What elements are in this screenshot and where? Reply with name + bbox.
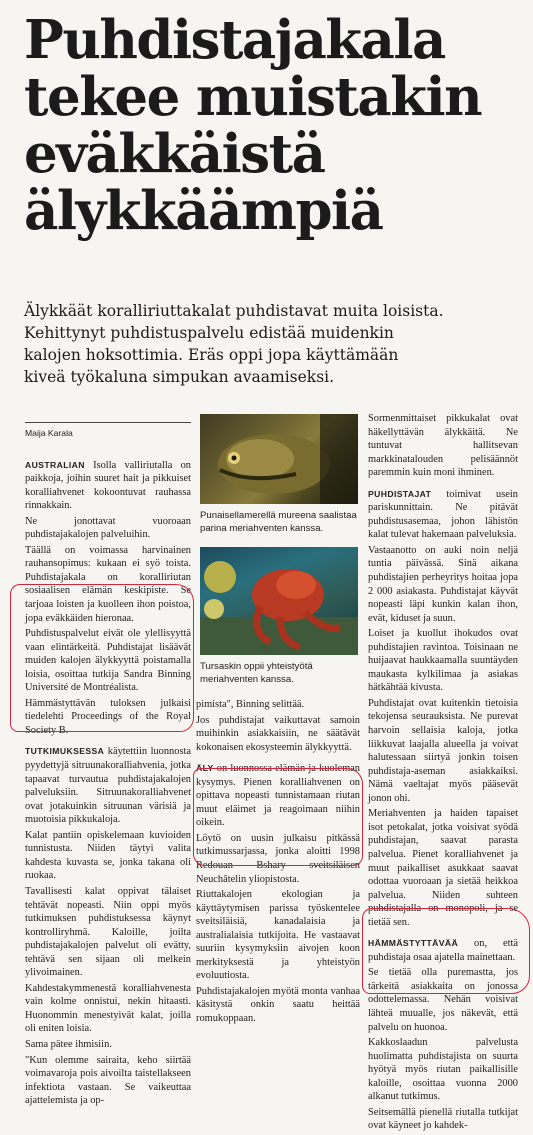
paragraph-text: Puhdistuspalvelut eivät ole ylellisyyttä vaan elintärkeitä. Puhdistajat lisäävät muiden kalojen älykkyyttä poistamalla loisia, osoittaa tutkija Sandra Binning Université de Montréalista. xyxy=(25,628,191,694)
article-paragraph xyxy=(368,697,518,805)
headline-line: Puhdistajakala xyxy=(24,9,445,71)
paragraph-text: Kahdestakymmenestä koralliahvenesta vain kolme onnistui, nekin hitaasti. Huonommin menestyivät kalat, joilla oli eniten loisia. xyxy=(25,982,191,1035)
paragraph-text: Vastaanotto on auki noin neljä tuntia päivässä. Sinä aikana puhdistajien perheyritys hoitaa jopa 2 000 asiakasta. Puhdistajat käyvät nopeasti läpi kunkin kalan ihon, evät, kiduset ja suun. xyxy=(368,544,518,624)
article-paragraph xyxy=(196,698,360,712)
article-paragraph xyxy=(368,1036,518,1104)
article-paragraph xyxy=(368,966,518,1034)
article-paragraph xyxy=(25,459,191,513)
paragraph-lead-in: AUSTRALIAN xyxy=(25,459,85,470)
article-paragraph xyxy=(25,697,191,738)
paragraph-text: Kakkoslaadun palvelusta huolimatta puhdistajista on suurta hyötyä myös riutan paikallisille kaloille, osoittaa vuonna 2000 alkanut tutkimus. xyxy=(368,1037,518,1103)
article-paragraph xyxy=(25,544,191,625)
moray-eel-illustration xyxy=(200,414,358,504)
paragraph-text: käytettiin luonnosta pyydettyjä sitruunakoralliahvenia, jotka tapaavat turvautua puhdistajakalojen palveluksiin. Sitruunakoralliahvenet ovat jotakuinkin sitruunan värisiä ja muotoisia pikkukaloja. xyxy=(25,746,191,826)
paragraph-text: Tavallisesti kalat oppivat tälaiset tehtävät nopeasti. Niin oppi myös tutkimuksen puhdistuksessa käynyt kontrolliryhmä. Kaloille, joilta puhdistajakalojen palvelut oli evätty, tehtävä sen sijaan oli melkein ylivoimainen. xyxy=(25,885,191,979)
article-paragraph xyxy=(25,1038,191,1052)
article-paragraph xyxy=(25,627,191,695)
paragraph-text: Ne jonottavat vuoroaan puhdistajakalojen palveluihin. xyxy=(25,515,191,541)
paragraph-lead-in: TUTKIMUKSESSA xyxy=(25,746,105,757)
article-paragraph xyxy=(196,985,360,1026)
paragraph-text: Meriahventen ja haiden tapaiset isot petokalat, jotka voisivat syödä puhdistajan, saavat parasta palvelua. Pienet koralliahvenet ja muut paikalliset asukkaat saavat odottaa vuoroaan ja sietää heikkoa palvelua. Niiden suhteen puhdistajalla on monopoli, ja se tietää sen. xyxy=(368,808,518,928)
paragraph-text: Isolla valliriutalla on paikkoja, joihin suuret hait ja pikkuiset koralliahvenet kokoontuvat rauhassa rinnakkain. xyxy=(25,459,191,512)
paragraph-text: Jos puhdistajat vaikuttavat samoin muihinkin asiakkaisiin, ne säätävät kokonaisen ekosysteemin älykkyyttä. xyxy=(196,714,360,753)
paragraph-text: Täällä on voimassa harvinainen rauhansopimus: kukaan ei syö toista. Puhdistajakala on koralliriutan sosiaalisen elämän keskipiste. Se tarjoaa loisten ja kuolleen ihon poistoa, jopa eväkkäiden hieronaa. xyxy=(25,544,191,624)
article-paragraph xyxy=(368,937,518,964)
lead-line: kiveä työkaluna simpukan avaamiseksi. xyxy=(24,368,335,386)
octopus-illustration xyxy=(200,547,358,655)
paragraph-lead-in: HÄMMÄSTYTTÄVÄÄ xyxy=(368,938,459,949)
paragraph-text: on luonnossa elämän ja kuoleman kysymys. Pienen koralliahvenen on opittava nopeasti tunnistamaan riutan muut eläimet ja reagoimaan niihin oikein. xyxy=(196,763,360,829)
paragraph-text: Seitsemällä pienellä riutalla tutkijat ovat käyneet jo kahdek- xyxy=(368,1106,518,1132)
lead-line: Älykkäät koralliriuttakalat puhdistavat muita loisista. xyxy=(24,302,444,320)
headline-line: tekee muistakin xyxy=(24,66,482,128)
paragraph-text: "Kun olemme sairaita, keho siirtää voimavaroja pois aivoilta taistellakseen infektiota vastaan. Se vaikeuttaa ajattelemista ja op- xyxy=(25,1054,191,1107)
paragraph-text: Puhdistajakalojen myötä monta vanhaa käsitystä onkin saatu heittää romukoppaan. xyxy=(196,985,360,1025)
paragraph-text: Sormenmittaiset pikkukalat ovat häkellyttävän älykkäitä. Ne tuntuvat hallitsevan markkinatalouden pelisäännöt paremmin kuin moni ihminen. xyxy=(368,413,518,479)
photo2-caption: Tursaskin oppii yhteistyötä meriahventen kanssa. xyxy=(200,661,313,685)
paragraph-text: Hämmästyttävän tuloksen julkaisi tiedelehti Proceedings of the Royal Society B. xyxy=(25,697,191,736)
article-paragraph xyxy=(368,1106,518,1133)
paragraph-lead-in: ÄLY xyxy=(196,763,214,774)
photo1-caption: Punaisellamerellä mureena saalistaa parina meriahventen kanssa. xyxy=(200,510,357,534)
paragraph-text: Se tietää olla puremastta, jos tärkeitä asiakkaita on jonossa odottelemassa. Nehän voisivat lähteä muualle, jos näkevät, että palvelu on huonoa. xyxy=(368,967,518,1033)
paragraph-text: Puhdistajat ovat kuitenkin tietoisia tekojensa seurauksista. Ne purevat harvoin sellaisia kaloja, jotka liikkuvat laajalla alueella ja voivat halutessaan siirtyä jonkin toisen puhdistaja-aseman asiakkaiksi. Nämä vaeltajat myös pääsevät jonon ohi. xyxy=(368,697,518,804)
paragraph-text: Löytö on uusin julkaisu pitkässä tutkimussarjassa, jonka aloitti 1998 Redouan Bshary sveitsiläisen Neuchâtelin yliopistosta. xyxy=(196,832,360,885)
lead-line: kalojen hoksottimia. Eräs oppi jopa käyttämään xyxy=(24,346,399,364)
paragraph-text: pimista", Binning selittää. xyxy=(196,699,305,710)
article-paragraph xyxy=(25,885,191,980)
article-paragraph xyxy=(25,982,191,1036)
headline xyxy=(24,9,524,242)
article-paragraph xyxy=(368,544,518,625)
article-paragraph xyxy=(196,762,360,830)
octopus-photo xyxy=(200,547,358,655)
lead-paragraph xyxy=(24,300,524,388)
article-paragraph xyxy=(25,745,191,826)
byline: Maija Karala xyxy=(25,422,191,441)
article-paragraph xyxy=(196,832,360,886)
article-paragraph xyxy=(368,412,518,480)
article-paragraph xyxy=(196,714,360,755)
article-paragraph xyxy=(196,888,360,983)
article-column-2 xyxy=(196,412,360,1028)
paragraph-text: toimivat usein pariskunnittain. Ne pitävät puhdistusasemaa, johon lähistön kalat tulevat hakemaan palveluksia. xyxy=(368,488,518,541)
article-column-3 xyxy=(368,412,518,1135)
lead-line: Kehittynyt puhdistuspalvelu edistää muidenkin xyxy=(24,324,394,342)
article-paragraph xyxy=(25,515,191,542)
paragraph-text: Kalat pantiin opiskelemaan kuvioiden tunnistusta. Niiden täytyi valita kahdesta kuvasta se, jonka takana oli ruokaa. xyxy=(25,829,191,882)
paragraph-text: Sama pätee ihmisiin. xyxy=(25,1038,112,1050)
moray-eel-photo xyxy=(200,414,358,504)
article-paragraph xyxy=(25,829,191,883)
paragraph-text: on, että puhdistaja osaa ajatella mainettaan. xyxy=(368,938,518,963)
article-column-1 xyxy=(25,422,191,1110)
article-paragraph xyxy=(368,488,518,542)
article-paragraph xyxy=(368,807,518,929)
article-paragraph xyxy=(368,627,518,695)
headline-line: eväkkäistä xyxy=(24,123,325,185)
paragraph-text: Riuttakalojen ekologian ja käyttäytymisen parissa työskentelee sveitsiläisiä, kanadalaisia ja australialaisia tutkijoita. He vastaavat suuriin kysymyksiin aivojen koon merkityksestä ja yhteistyön evoluutiosta. xyxy=(196,889,360,982)
headline-line: älykkäämpiä xyxy=(24,180,383,242)
paragraph-lead-in: PUHDISTAJAT xyxy=(368,488,432,499)
paragraph-text: Loiset ja kuollut ihokudos ovat puhdistajien ravintoa. Toisinaan ne huijaavat haukkaamalla suuntäyden maukasta kylkilimaa ja asiakas hätkähtää kivusta. xyxy=(368,628,518,694)
